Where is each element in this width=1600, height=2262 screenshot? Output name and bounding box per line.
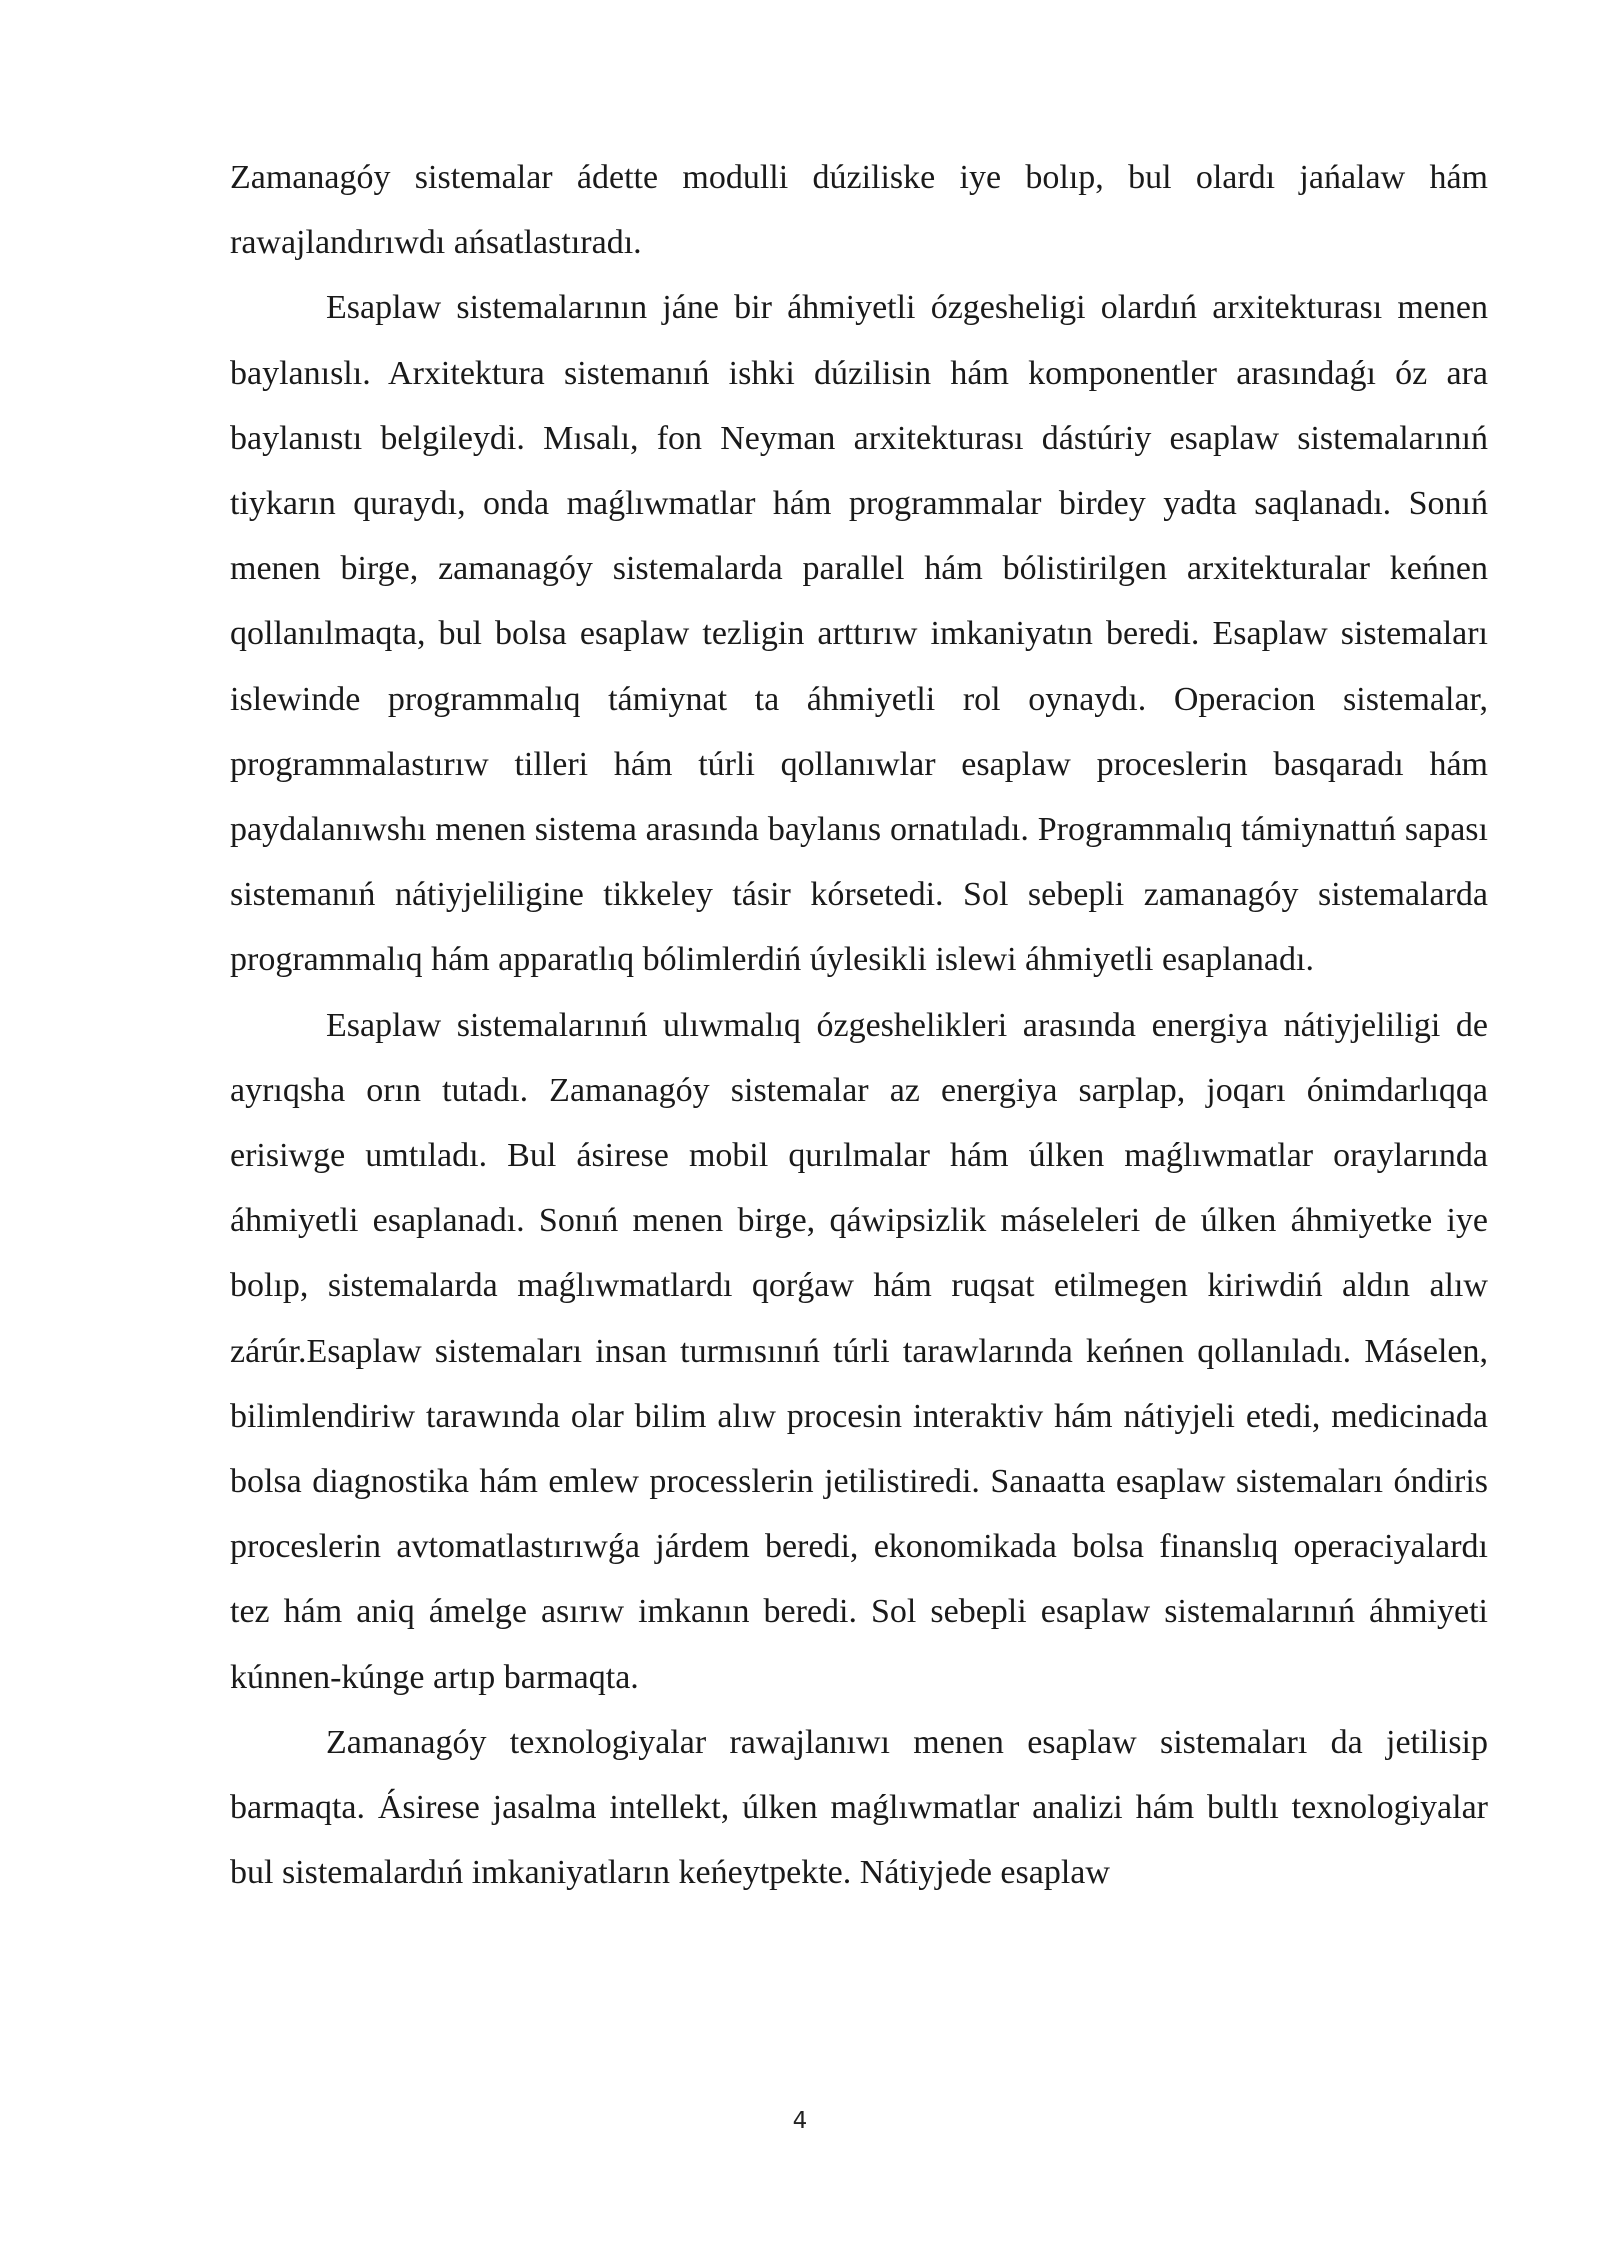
page-number: 4 bbox=[792, 2108, 808, 2134]
paragraph-energy-efficiency: Esaplaw sistemalarınıń ulıwmalıq ózgeshelikleri arasında energiya nátiyjeliligi de ayrıqsha orın tutadı. Zamanagóy sistemalar az energiya sarplap, joqarı ónimdarlıqqa erisiwge umtıladı. Bul ásirese mobil qurılmalar hám úlken maǵlıwmatlar oraylarında áhmiyetli esaplanadı. Sonıń menen birge, qáwipsizlik máseleleri de úlken áhmiyetke iye bolıp, sistemalarda maǵlıwmatlardı qorǵaw hám ruqsat etilmegen kiriwdiń aldın alıw zárúr.Esaplaw sistemaları insan turmısınıń túrli tarawlarında keńnen qollanıladı. Máselen, bilimlendiriw tarawında olar bilim alıw procesin interaktiv hám nátiyjeli etedi, medicinada bolsa diagnostika hám emlew processlerin jetilistiredi. Sanaatta esaplaw sistemaları óndiris proceslerin avtomatlastırıwǵa járdem beredi, ekonomikada bolsa finanslıq operaciyalardı tez hám aniq ámelge asırıw imkanın beredi. Sol sebepli esaplaw sistemalarınıń áhmiyeti kúnnen-kúnge artıp barmaqta. bbox=[230, 1006, 1488, 1696]
body-text bbox=[230, 145, 1488, 1905]
paragraph-modern-technologies: Zamanagóy texnologiyalar rawajlanıwı menen esaplaw sistemaları da jetilisip barmaqta. Ásirese jasalma intellekt, úlken maǵlıwmatlar analizi hám bultlı texnologiyalar bul sistemalardıń imkaniyatların keńeytpekte. Nátiyjede esaplaw bbox=[230, 1723, 1488, 1892]
paragraph-continuation: Zamanagóy sistemalar ádette modulli dúziliske iye bolıp, bul olardı jańalaw hám rawajlandırıwdı ańsatlastıradı. bbox=[230, 159, 1488, 262]
paragraph-architecture: Esaplaw sistemalarının jáne bir áhmiyetli ózgesheligi olardıń arxitekturası menen baylanıslı. Arxitektura sistemanıń ishki dúzilisin hám komponentler arasındaǵı óz ara baylanıstı belgileydi. Mısalı, fon Neyman arxitekturası dástúriy esaplaw sistemalarınıń tiykarın quraydı, onda maǵlıwmatlar hám programmalar birdey yadta saqlanadı. Sonıń menen birge, zamanagóy sistemalarda parallel hám bólistirilgen arxitekturalar keńnen qollanılmaqta, bul bolsa esaplaw tezligin arttırıw imkaniyatın beredi. Esaplaw sistemaları islewinde programmalıq támiynat ta áhmiyetli rol oynaydı. Operacion sistemalar, programmalastırıw tilleri hám túrli qollanıwlar esaplaw proceslerin basqaradı hám paydalanıwshı menen sistema arasında baylanıs ornatıladı. Programmalıq támiynattıń sapası sistemanıń nátiyjeliligine tikkeley tásir kórsetedi. Sol sebepli zamanagóy sistemalarda programmalıq hám apparatlıq bólimlerdiń úylesikli islewi áhmiyetli esaplanadı. bbox=[230, 289, 1488, 979]
